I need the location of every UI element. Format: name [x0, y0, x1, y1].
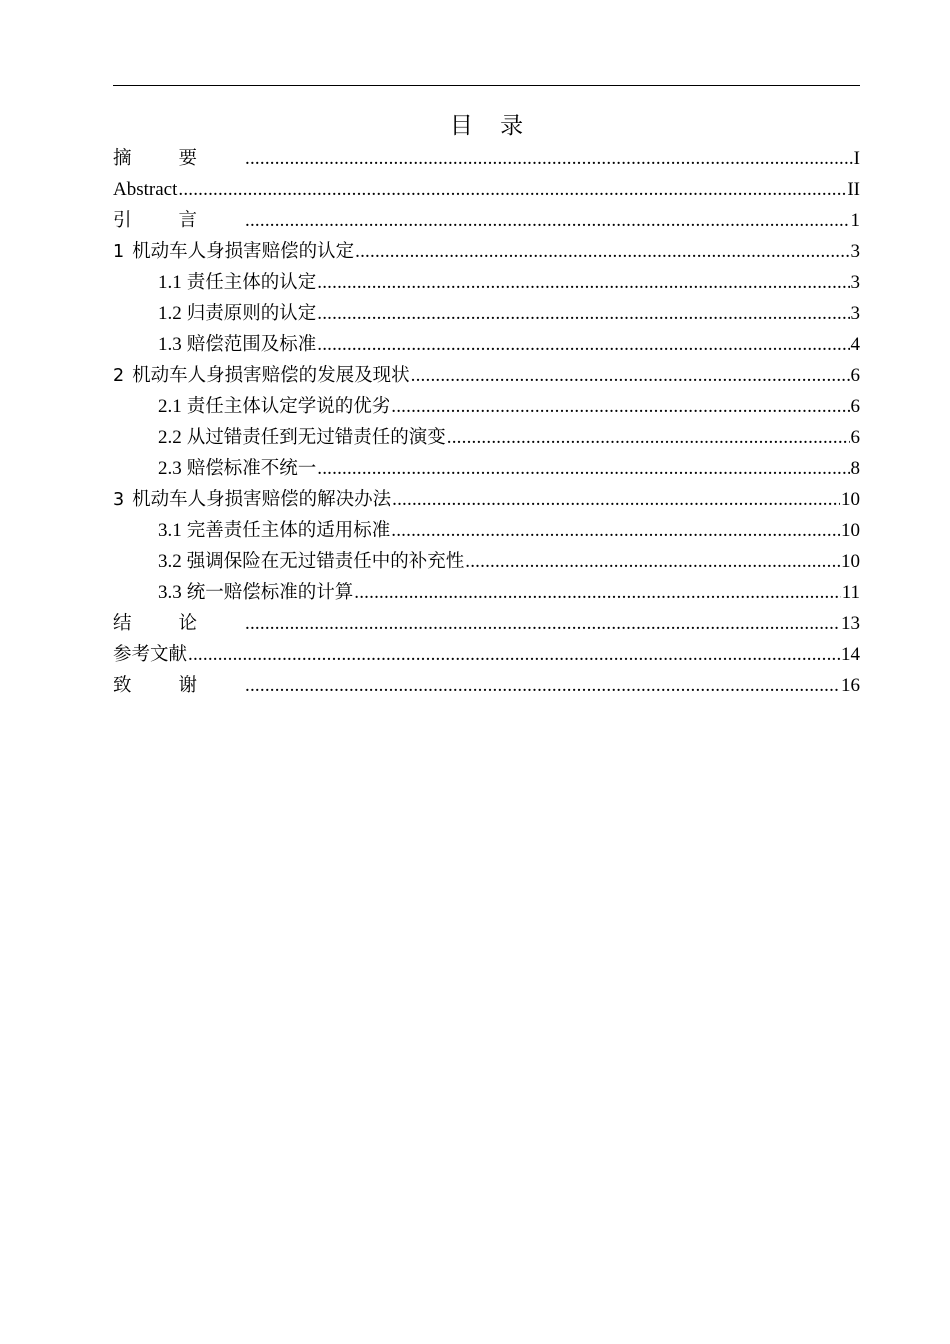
- toc-entry-label: [113, 236, 354, 267]
- section-title: 机动车人身损害赔偿的发展及现状: [132, 365, 410, 386]
- toc-entry-chapter-3[interactable]: [113, 484, 860, 515]
- toc-entry-section-2-1[interactable]: [113, 391, 860, 422]
- section-number: 1.2: [158, 303, 182, 324]
- section-title: 统一赔偿标准的计算: [186, 582, 354, 603]
- section-number: 2.1: [158, 396, 182, 417]
- toc-leader: [354, 577, 840, 608]
- toc-page-number: 16: [841, 675, 860, 696]
- toc-entry-label: [158, 577, 353, 608]
- toc-leader: [392, 484, 840, 515]
- toc-page-number: 6: [850, 396, 860, 417]
- toc-leader: [465, 546, 840, 577]
- toc-entry-label: 结论: [113, 613, 245, 634]
- section-title: 赔偿标准不统一: [186, 458, 317, 479]
- toc-page-number: 3: [850, 241, 860, 262]
- toc-leader: [317, 453, 849, 484]
- toc-entry-label: [158, 515, 390, 546]
- toc-entry-label: [113, 484, 391, 515]
- toc-leader: [411, 360, 850, 391]
- toc-page-number: 3: [850, 303, 860, 324]
- toc-leader: [188, 639, 840, 670]
- toc-entry-label: [158, 329, 316, 360]
- table-of-contents: [113, 143, 860, 701]
- toc-leader: [317, 298, 849, 329]
- toc-leader: [355, 236, 849, 267]
- section-title: 赔偿范围及标准: [186, 334, 317, 355]
- toc-page-number: 10: [841, 551, 860, 572]
- toc-entry-label: Abstract: [113, 179, 178, 200]
- section-number: 1.1: [158, 272, 182, 293]
- toc-entry-label: [113, 360, 410, 391]
- toc-leader: [245, 670, 840, 701]
- toc-entry-section-3-1[interactable]: [113, 515, 860, 546]
- toc-entry-section-3-3[interactable]: [113, 577, 860, 608]
- toc-entry-acknowledgements[interactable]: [113, 670, 860, 701]
- section-title: 从过错责任到无过错责任的演变: [186, 427, 446, 448]
- toc-entry-label: [158, 453, 316, 484]
- toc-page-number: 4: [850, 334, 860, 355]
- toc-page-number: 13: [841, 613, 860, 634]
- toc-entry-section-1-3[interactable]: [113, 329, 860, 360]
- toc-entry-label: [158, 267, 316, 298]
- section-number: 3.3: [158, 582, 182, 603]
- toc-entry-label: [158, 422, 446, 453]
- toc-leader: [447, 422, 850, 453]
- toc-page-number: 1: [850, 210, 860, 231]
- toc-entry-abstract-en[interactable]: [113, 174, 860, 205]
- toc-page-number: 11: [841, 582, 860, 603]
- header-rule: [113, 85, 860, 86]
- toc-entry-section-1-1[interactable]: [113, 267, 860, 298]
- toc-leader: [178, 174, 846, 205]
- section-title: 归责原则的认定: [186, 303, 317, 324]
- toc-leader: [317, 267, 849, 298]
- toc-entry-label: 参考文献: [113, 644, 188, 665]
- toc-page-number: 3: [850, 272, 860, 293]
- section-title: 责任主体的认定: [186, 272, 317, 293]
- toc-entry-chapter-2[interactable]: [113, 360, 860, 391]
- toc-leader: [245, 608, 840, 639]
- section-number: 1.3: [158, 334, 182, 355]
- section-title: 强调保险在无过错责任中的补充性: [186, 551, 465, 572]
- toc-page-number: 6: [850, 365, 860, 386]
- toc-entry-label: 致谢: [113, 675, 245, 696]
- toc-title: 目 录: [449, 113, 534, 139]
- section-title: 机动车人身损害赔偿的解决办法: [132, 489, 392, 510]
- toc-page-number: 6: [850, 427, 860, 448]
- toc-leader: [391, 391, 849, 422]
- toc-page-number: 10: [841, 489, 860, 510]
- toc-entry-label: 摘要: [113, 148, 245, 169]
- toc-entry-label: [158, 298, 316, 329]
- toc-entry-section-3-2[interactable]: [113, 546, 860, 577]
- section-number: 3: [113, 490, 125, 510]
- toc-entry-label: [158, 546, 464, 577]
- section-number: 2.2: [158, 427, 182, 448]
- toc-entry-label: [158, 391, 390, 422]
- toc-page-number: II: [847, 179, 860, 200]
- toc-entry-section-2-2[interactable]: [113, 422, 860, 453]
- toc-entry-introduction[interactable]: [113, 205, 860, 236]
- toc-leader: [391, 515, 840, 546]
- section-title: 责任主体认定学说的优劣: [186, 396, 391, 417]
- toc-entry-abstract-cn[interactable]: [113, 143, 860, 174]
- toc-leader: [317, 329, 849, 360]
- toc-entry-section-2-3[interactable]: [113, 453, 860, 484]
- toc-page-number: 8: [850, 458, 860, 479]
- toc-entry-section-1-2[interactable]: [113, 298, 860, 329]
- section-title: 机动车人身损害赔偿的认定: [132, 241, 355, 262]
- section-title: 完善责任主体的适用标准: [186, 520, 391, 541]
- toc-leader: [245, 143, 853, 174]
- toc-page-number: I: [853, 148, 860, 169]
- toc-leader: [245, 205, 849, 236]
- section-number: 3.1: [158, 520, 182, 541]
- toc-entry-chapter-1[interactable]: [113, 236, 860, 267]
- toc-entry-conclusion[interactable]: [113, 608, 860, 639]
- section-number: 3.2: [158, 551, 182, 572]
- section-number: 2.3: [158, 458, 182, 479]
- toc-page-number: 14: [841, 644, 860, 665]
- toc-page-number: 10: [841, 520, 860, 541]
- toc-entry-label: 引言: [113, 210, 245, 231]
- section-number: 1: [113, 242, 125, 262]
- section-number: 2: [113, 366, 125, 386]
- toc-entry-references[interactable]: [113, 639, 860, 670]
